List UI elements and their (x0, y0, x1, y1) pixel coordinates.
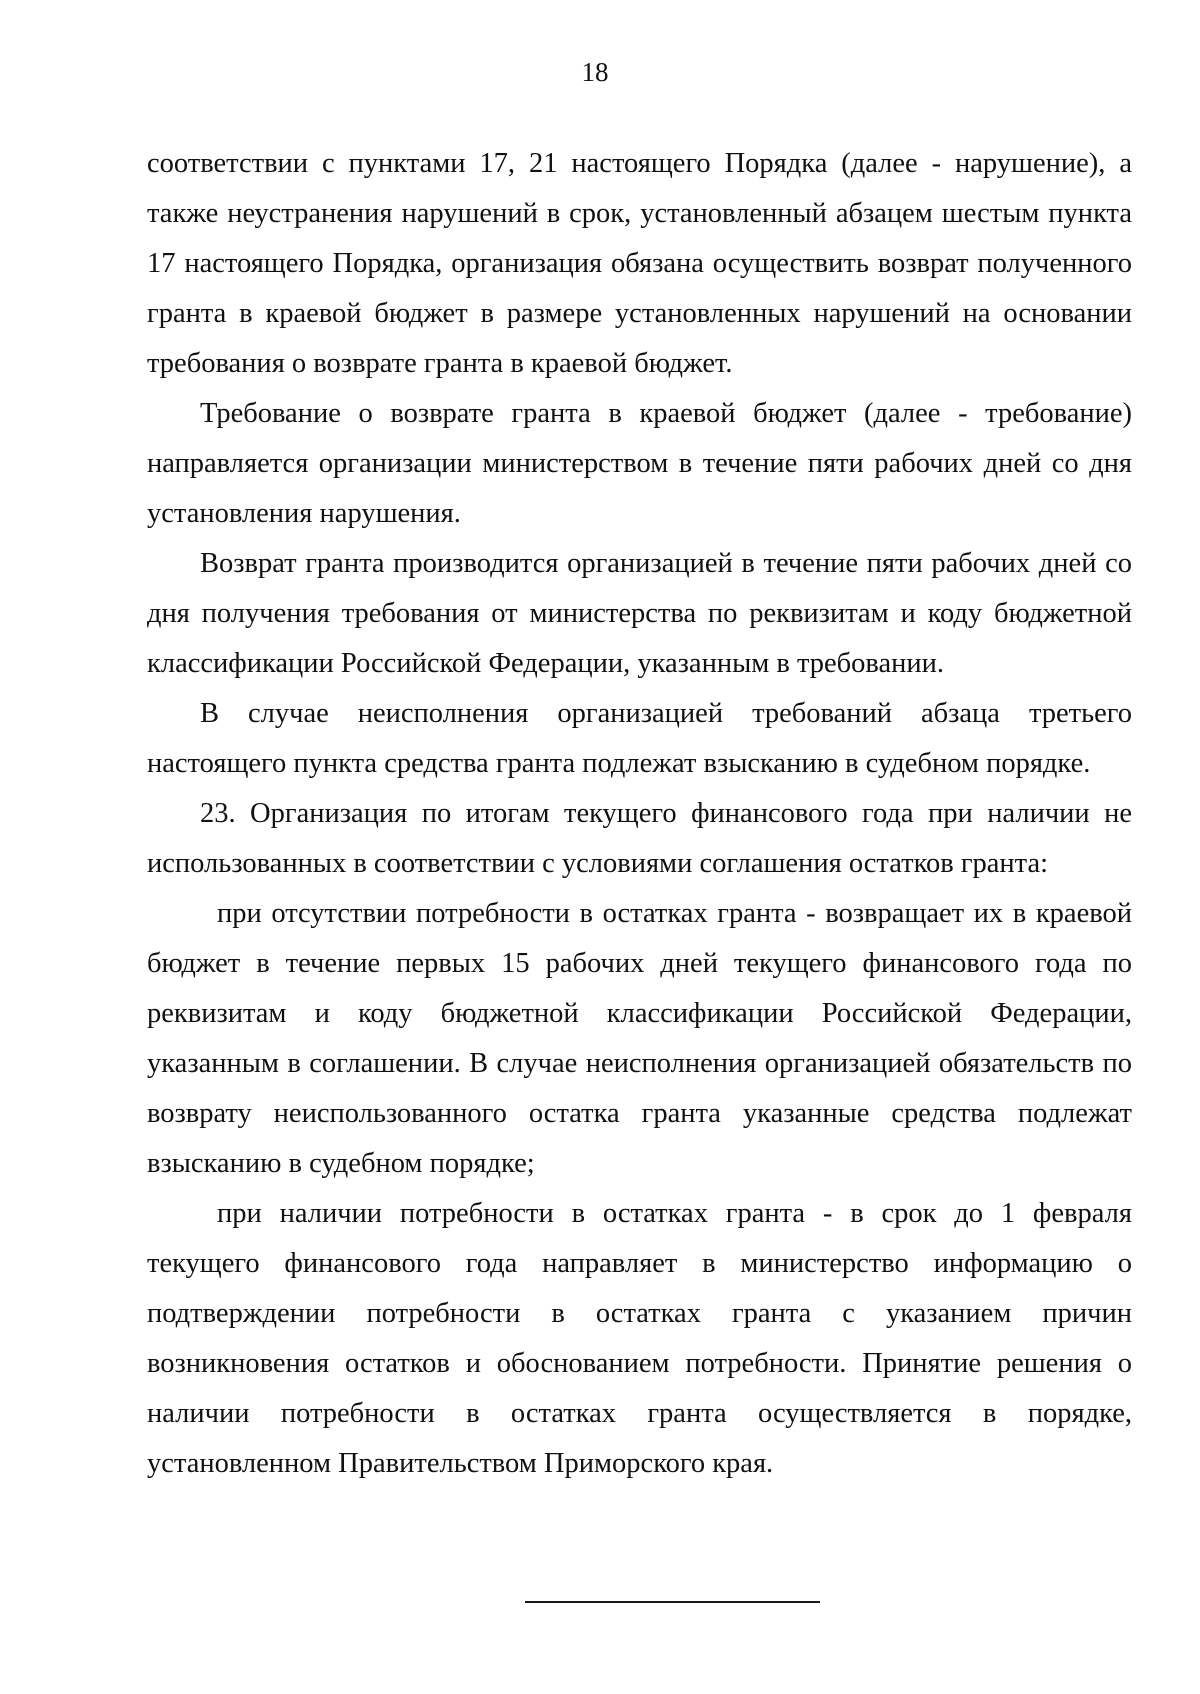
paragraph-continuation: соответствии с пунктами 17, 21 настоящего Порядка (далее - нарушение), а также неустранения нарушений в срок, установленный абзацем шестым пункта 17 настоящего Порядка, организация обязана осуществить возврат полученного гранта в краевой бюджет в размере установленных нарушений на основании требования о возврате гранта в краевой бюджет. (147, 148, 1132, 379)
paragraph-court-recovery: В случае неисполнения организацией требований абзаца третьего настоящего пункта средства гранта подлежат взысканию в судебном порядке. (147, 698, 1132, 779)
paragraph-need: при наличии потребности в остатках гранта - в срок до 1 февраля текущего финансового года направляет в министерство информацию о подтверждении потребности в остатках гранта с указанием причин возникновения остатков и обоснованием потребности. Принятие решения о наличии потребности в остатках гранта осуществляется в порядке, установленном Правительством Приморского края. (147, 1198, 1132, 1479)
paragraph-grant-return: Возврат гранта производится организацией в течение пяти рабочих дней со дня получения требования от министерства по реквизитам и коду бюджетной классификации Российской Федерации, указанным в требовании. (147, 548, 1132, 679)
end-of-page-rule (525, 1601, 820, 1603)
page-number: 18 (581, 57, 609, 87)
paragraph-requirement: Требование о возврате гранта в краевой бюджет (далее - требование) направляется организации министерством в течение пяти рабочих дней со дня установления нарушения. (147, 398, 1132, 529)
paragraph-item-23: 23. Организация по итогам текущего финансового года при наличии не использованных в соответствии с условиями соглашения остатков гранта: (147, 798, 1132, 879)
document-body (147, 139, 1132, 1489)
paragraph-no-need: при отсутствии потребности в остатках гранта - возвращает их в краевой бюджет в течение первых 15 рабочих дней текущего финансового года по реквизитам и коду бюджетной классификации Российской Федерации, указанным в соглашении. В случае неисполнения организацией обязательств по возврату неиспользованного остатка гранта указанные средства подлежат взысканию в судебном порядке; (147, 898, 1132, 1179)
